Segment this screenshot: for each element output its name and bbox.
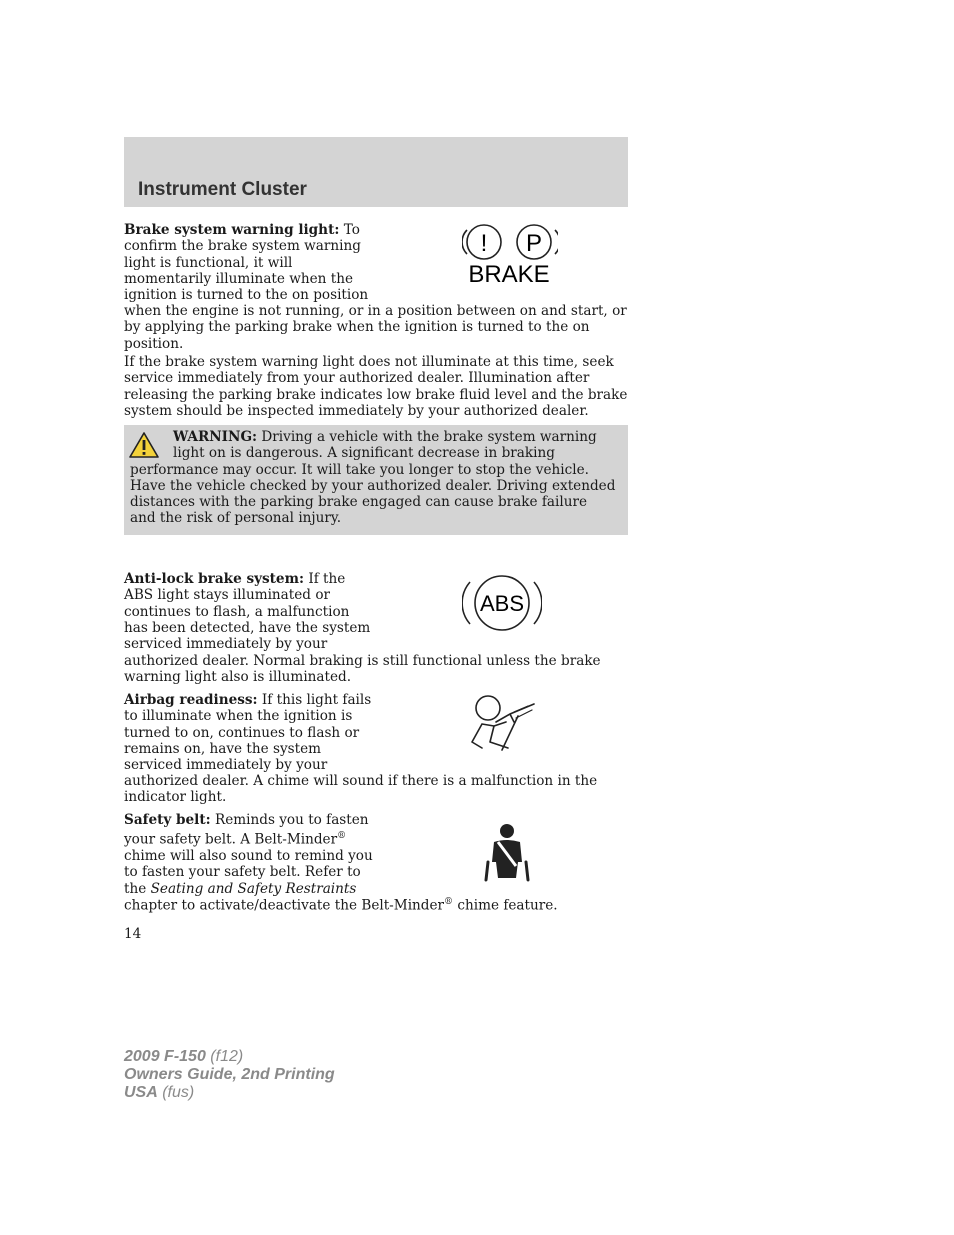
brake-icon-p: P bbox=[525, 230, 543, 257]
brake-icon-word: BRAKE bbox=[468, 261, 550, 288]
brake-intro-text: To confirm the brake system warning light is functional, it will momentarily illuminate when the ignition is turned to the on position bbox=[124, 222, 369, 304]
page-number: 14 bbox=[124, 926, 142, 942]
belt-intro-a: Reminds you to fasten your safety belt. A Belt-Minder bbox=[124, 812, 369, 848]
brake-icon-excl: ! bbox=[480, 230, 488, 257]
footer-region: USA bbox=[124, 1084, 158, 1101]
section-title: Instrument Cluster bbox=[138, 179, 307, 200]
airbag-continued bbox=[124, 773, 634, 806]
warning-label: WARNING: bbox=[173, 429, 258, 445]
brake-label: Brake system warning light: bbox=[124, 222, 340, 238]
brake-paragraph-2-text: If the brake system warning light does not illuminate at this time, seek service immediately from your authorized dealer. Illumination after releasing the parking brake indicates low brake fluid level and the brake system should be inspected immediately by your authorized dealer. bbox=[124, 354, 628, 419]
belt-cont-a: chapter to activate/deactivate the Belt-Minder bbox=[124, 897, 445, 914]
warning-box bbox=[124, 425, 628, 535]
abs-icon bbox=[462, 572, 542, 634]
brake-paragraph-2 bbox=[124, 354, 634, 419]
abs-continued-text: authorized dealer. Normal braking is still functional unless the brake warning light also is illuminated. bbox=[124, 653, 601, 686]
warning-body: Driving a vehicle with the brake system warning light on is dangerous. A significant decrease in braking performance may occur. It will take you longer to stop the vehicle. Have the vehicle checked by your authorized dealer. Driving extended distances with the parking brake engaged can cause brake failure and the risk of personal injury. bbox=[130, 429, 616, 527]
section-header bbox=[124, 137, 628, 207]
airbag-icon bbox=[466, 692, 538, 754]
abs-label: Anti-lock brake system: bbox=[124, 571, 304, 587]
belt-intro-b: chime will also sound to remind you to fasten your safety belt. Refer to the bbox=[124, 848, 373, 897]
airbag-label: Airbag readiness: bbox=[124, 692, 258, 708]
airbag-intro bbox=[124, 692, 374, 773]
footer-guide: Owners Guide, 2nd Printing bbox=[124, 1066, 335, 1083]
footer-model: 2009 F-150 bbox=[124, 1048, 206, 1065]
brake-continued-text: when the engine is not running, or in a position between on and start, or by applying the parking brake when the ignition is turned to the on position. bbox=[124, 303, 627, 352]
brake-intro bbox=[124, 222, 374, 303]
belt-intro bbox=[124, 812, 374, 897]
belt-cont-b: chime feature. bbox=[453, 897, 558, 914]
abs-icon-text: ABS bbox=[479, 591, 525, 616]
document-footer bbox=[124, 1048, 335, 1102]
belt-continued bbox=[124, 894, 634, 914]
brake-warning-icon bbox=[462, 222, 558, 288]
belt-reg-mark: ® bbox=[337, 831, 347, 842]
airbag-continued-text: authorized dealer. A chime will sound if there is a malfunction in the indicator light. bbox=[124, 773, 598, 806]
airbag-intro-text: If this light fails to illuminate when the ignition is turned to on, continues to flash or remains on, have the system serviced immediately by your bbox=[124, 692, 372, 774]
belt-label: Safety belt: bbox=[124, 812, 211, 828]
warning-text bbox=[130, 429, 616, 527]
brake-continued bbox=[124, 303, 634, 352]
abs-continued bbox=[124, 653, 634, 686]
belt-cont-reg-mark: ® bbox=[444, 897, 454, 907]
safety-belt-icon bbox=[482, 822, 532, 882]
belt-chapter-ref: Seating and Safety Restraints bbox=[150, 880, 357, 897]
abs-intro-text: If the ABS light stays illuminated or continues to flash, a malfunction has been detected, have the system serviced immediately by your bbox=[124, 571, 371, 653]
footer-model-code: (f12) bbox=[205, 1048, 244, 1065]
abs-intro bbox=[124, 571, 374, 652]
footer-region-code: (fus) bbox=[157, 1084, 195, 1101]
